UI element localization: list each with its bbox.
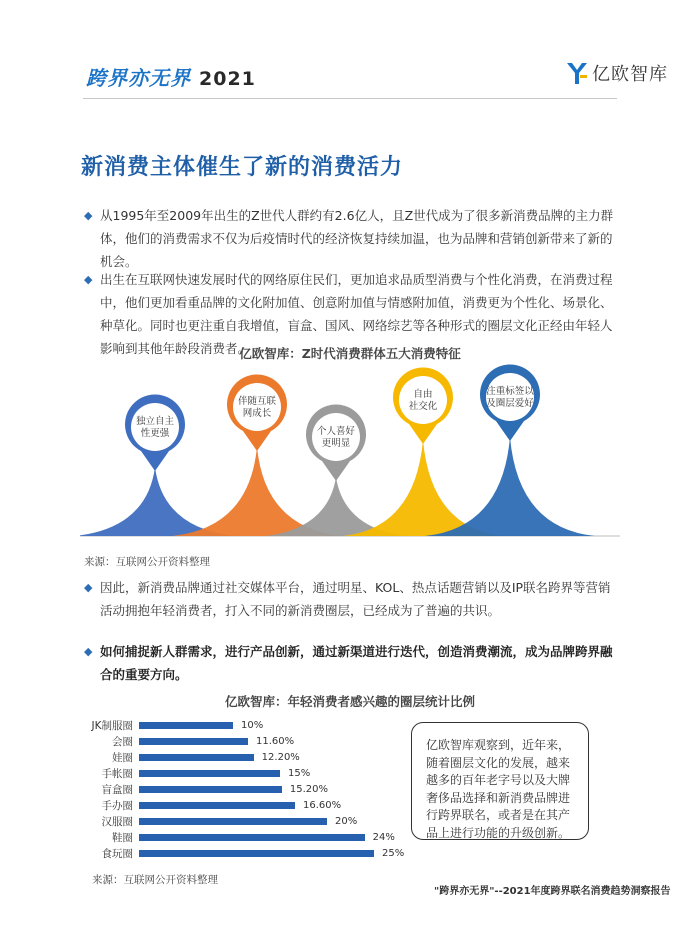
bar-category-label: 会圈	[112, 735, 133, 748]
bullet-item	[84, 576, 614, 622]
publisher-name: 亿欧智库	[592, 64, 668, 85]
insight-note-box	[411, 722, 589, 840]
bar-row	[80, 781, 328, 797]
bar	[139, 770, 280, 777]
diamond-bullet-icon: ◆	[84, 209, 93, 222]
bar-row	[80, 845, 404, 861]
bar-category-label: 盲盒圈	[101, 783, 133, 796]
infographic-source: 来源：互联网公开资料整理	[84, 556, 210, 568]
bar	[139, 802, 295, 809]
bar	[139, 754, 254, 761]
report-year: 2021	[199, 68, 256, 90]
bar	[139, 818, 327, 825]
bar-category-label: 汉服圈	[101, 815, 133, 828]
feature-label: 注重标签以	[486, 386, 534, 397]
bar-value-label: 12.20%	[261, 751, 300, 763]
bar-value-label: 16.60%	[303, 799, 342, 811]
feature-pin	[480, 364, 540, 441]
bar-value-label: 15.20%	[289, 783, 329, 795]
bar-value-label: 24%	[372, 831, 395, 843]
bar-chart-title: 亿欧智库：年轻消费者感兴趣的圈层统计比例	[224, 694, 475, 709]
bar-row	[80, 813, 357, 829]
feature-pin	[125, 394, 185, 471]
bar-chart-source: 来源：互联网公开资料整理	[92, 874, 218, 886]
bullet-item	[84, 204, 614, 273]
bar-value-label: 20%	[335, 815, 358, 827]
pin-inner-circle	[131, 403, 179, 451]
bar-category-label: 娃圈	[112, 751, 133, 764]
bar-row	[80, 829, 395, 845]
bar-row	[80, 733, 294, 749]
feature-label: 性更强	[140, 428, 170, 439]
bullet-text: 从1995年至2009年出生的Z世代人群约有2.6亿人，且Z世代成为了很多新消费品牌的主力群体，他们的消费需求不仅为后疫情时代的经济恢复持续加温，也为品牌和营销创新带来了新的机会。	[100, 208, 614, 269]
feature-pin	[227, 374, 287, 451]
insight-note-text: 亿欧智库观察到，近年来，随着圈层文化的发展，越来越多的百年老字号以及大牌奢侈品选择和新消费品牌进行跨界联名，或者是在其产品上进行功能的升级创新。	[426, 738, 571, 840]
report-footer: "跨界亦无界"--2021年度跨界联名消费趋势洞察报告	[434, 886, 671, 897]
bar-value-label: 10%	[241, 719, 264, 731]
diamond-bullet-icon: ◆	[84, 645, 93, 658]
bar	[139, 738, 248, 745]
infographic-title: 亿欧智库：Z时代消费群体五大消费特征	[239, 346, 461, 361]
pin-inner-circle	[312, 413, 360, 461]
feature-label: 独立自主	[135, 416, 175, 427]
bullet-item	[84, 640, 614, 686]
bar-value-label: 15%	[288, 767, 311, 779]
bar	[139, 722, 233, 729]
bullet-text: 出生在互联网快速发展时代的网络原住民们，更加追求品质型消费与个性化消费，在消费过程中，他们更加看重品牌的文化附加值、创意附加值与情感附加值，消费更为个性化、场景化、种草化。同时也更注重自我增值，盲盒、国风、网络综艺等各种形式的圈层文化正经由年轻人影响到其他年龄段消费者。	[100, 272, 613, 356]
bar-row	[80, 797, 341, 813]
bar-category-label: 手帐圈	[101, 767, 133, 780]
feature-label: 自由	[413, 389, 433, 400]
feature-label: 及圈层爱好	[486, 398, 534, 409]
bar-row	[80, 749, 300, 765]
diamond-bullet-icon: ◆	[84, 273, 93, 286]
bar	[139, 786, 282, 793]
bar-value-label: 11.60%	[256, 735, 295, 747]
pin-inner-circle	[233, 383, 281, 431]
pin-inner-circle	[399, 376, 447, 424]
report-brand-title: 跨界亦无界	[86, 66, 191, 90]
publisher-logo-icon	[566, 61, 588, 85]
feature-label: 更明显	[321, 438, 351, 449]
pin-inner-circle	[486, 373, 534, 421]
bullet-text: 如何捕捉新人群需求，进行产品创新，通过新渠道进行迭代，创造消费潮流，成为品牌跨界融合的重要方向。	[100, 644, 613, 682]
feature-label: 网成长	[242, 408, 272, 419]
bar-row	[80, 717, 263, 733]
feature-label: 伴随互联	[237, 396, 277, 407]
header-divider	[83, 98, 617, 99]
bullet-text: 因此，新消费品牌通过社交媒体平台，通过明星、KOL、热点话题营销以及IP联名跨界等营销活动拥抱年轻消费者，打入不同的新消费圈层，已经成为了普遍的共识。	[100, 580, 611, 618]
bar-value-label: 25%	[382, 847, 405, 859]
feature-pin	[306, 404, 366, 481]
diamond-bullet-icon: ◆	[84, 581, 93, 594]
bar	[139, 850, 374, 857]
bar-category-label: 手办圈	[101, 799, 133, 812]
feature-pin	[393, 367, 453, 444]
bar-row	[80, 765, 310, 781]
bar-category-label: 食玩圈	[101, 847, 133, 860]
bar-category-label: JK制服圈	[91, 719, 133, 732]
report-brand	[86, 62, 256, 91]
publisher-brand	[566, 60, 668, 86]
feature-label: 个人喜好	[316, 426, 356, 437]
bar-category-label: 鞋圈	[112, 831, 133, 844]
five-features-infographic	[80, 362, 620, 547]
bar	[139, 834, 365, 841]
section-title: 新消费主体催生了新的消费活力	[81, 155, 404, 180]
feature-label: 社交化	[408, 401, 438, 412]
